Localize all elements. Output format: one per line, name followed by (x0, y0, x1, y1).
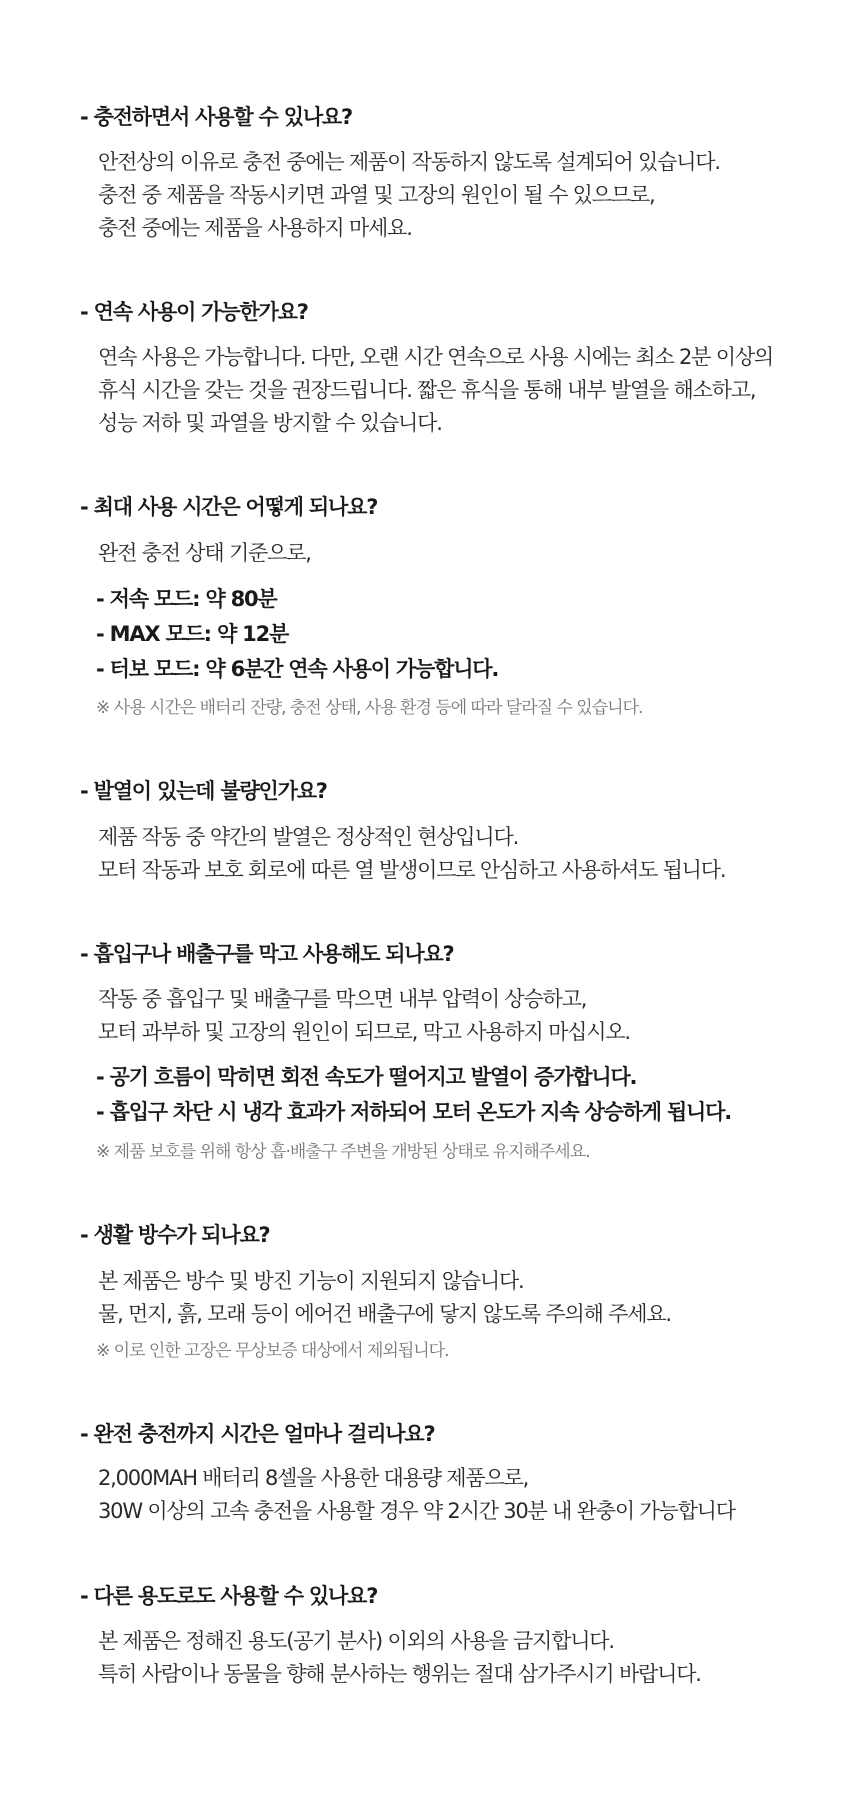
faq-question: - 최대 사용 시간은 어떻게 되나요? (80, 495, 378, 519)
faq-answer-line: 2,000MAH 배터리 8셀을 사용한 대용량 제품으로, (98, 1466, 529, 1490)
faq-answer-line: 물, 먼지, 흙, 모래 등이 에어건 배출구에 닿지 않도록 주의해 주세요. (98, 1302, 671, 1326)
faq-answer-line: 본 제품은 방수 및 방진 기능이 지원되지 않습니다. (98, 1269, 524, 1293)
faq-answer-line: 성능 저하 및 과열을 방지할 수 있습니다. (98, 411, 442, 435)
faq-answer-line: 휴식 시간을 갖는 것을 권장드립니다. 짧은 휴식을 통해 내부 발열을 해소하고, (98, 378, 756, 402)
faq-bullet: - 공기 흐름이 막히면 회전 속도가 떨어지고 발열이 증가합니다. (96, 1065, 637, 1089)
faq-question: - 완전 충전까지 시간은 얼마나 걸리나요? (80, 1422, 435, 1446)
faq-bullet: - 저속 모드: 약 80분 (96, 587, 277, 611)
faq-note: ※ 제품 보호를 위해 항상 흡·배출구 주변을 개방된 상태로 유지해주세요. (96, 1142, 590, 1162)
faq-answer-line: 제품 작동 중 약간의 발열은 정상적인 현상입니다. (98, 825, 519, 849)
faq-note: ※ 사용 시간은 배터리 잔량, 충전 상태, 사용 환경 등에 따라 달라질 수 있습니다. (96, 698, 643, 718)
faq-question: - 흡입구나 배출구를 막고 사용해도 되나요? (80, 942, 454, 966)
faq-answer-line: 완전 충전 상태 기준으로, (98, 541, 311, 565)
faq-bullet: - 터보 모드: 약 6분간 연속 사용이 가능합니다. (96, 657, 499, 681)
faq-question: - 발열이 있는데 불량인가요? (80, 779, 327, 803)
faq-answer-line: 특히 사람이나 동물을 향해 분사하는 행위는 절대 삼가주시기 바랍니다. (98, 1662, 701, 1686)
faq-bullet: - 흡입구 차단 시 냉각 효과가 저하되어 모터 온도가 지속 상승하게 됩니다. (96, 1100, 732, 1124)
faq-question: - 생활 방수가 되나요? (80, 1223, 270, 1247)
faq-answer-line: 30W 이상의 고속 충전을 사용할 경우 약 2시간 30분 내 완충이 가능합니다 (98, 1499, 735, 1523)
faq-answer-line: 본 제품은 정해진 용도(공기 분사) 이외의 사용을 금지합니다. (98, 1629, 614, 1653)
faq-answer-line: 연속 사용은 가능합니다. 다만, 오랜 시간 연속으로 사용 시에는 최소 2분 이상의 (98, 345, 774, 369)
faq-bullet: - MAX 모드: 약 12분 (96, 622, 289, 646)
faq-answer-line: 안전상의 이유로 충전 중에는 제품이 작동하지 않도록 설계되어 있습니다. (98, 150, 720, 174)
faq-answer-line: 작동 중 흡입구 및 배출구를 막으면 내부 압력이 상승하고, (98, 987, 587, 1011)
faq-answer-line: 충전 중 제품을 작동시키면 과열 및 고장의 원인이 될 수 있으므로, (98, 183, 655, 207)
faq-question: - 다른 용도로도 사용할 수 있나요? (80, 1584, 378, 1608)
faq-answer-line: 충전 중에는 제품을 사용하지 마세요. (98, 216, 412, 240)
faq-question: - 연속 사용이 가능한가요? (80, 300, 308, 324)
faq-answer-line: 모터 과부하 및 고장의 원인이 되므로, 막고 사용하지 마십시오. (98, 1020, 630, 1044)
faq-question: - 충전하면서 사용할 수 있나요? (80, 105, 352, 129)
faq-answer-line: 모터 작동과 보호 회로에 따른 열 발생이므로 안심하고 사용하셔도 됩니다. (98, 858, 726, 882)
faq-note: ※ 이로 인한 고장은 무상보증 대상에서 제외됩니다. (96, 1341, 449, 1361)
